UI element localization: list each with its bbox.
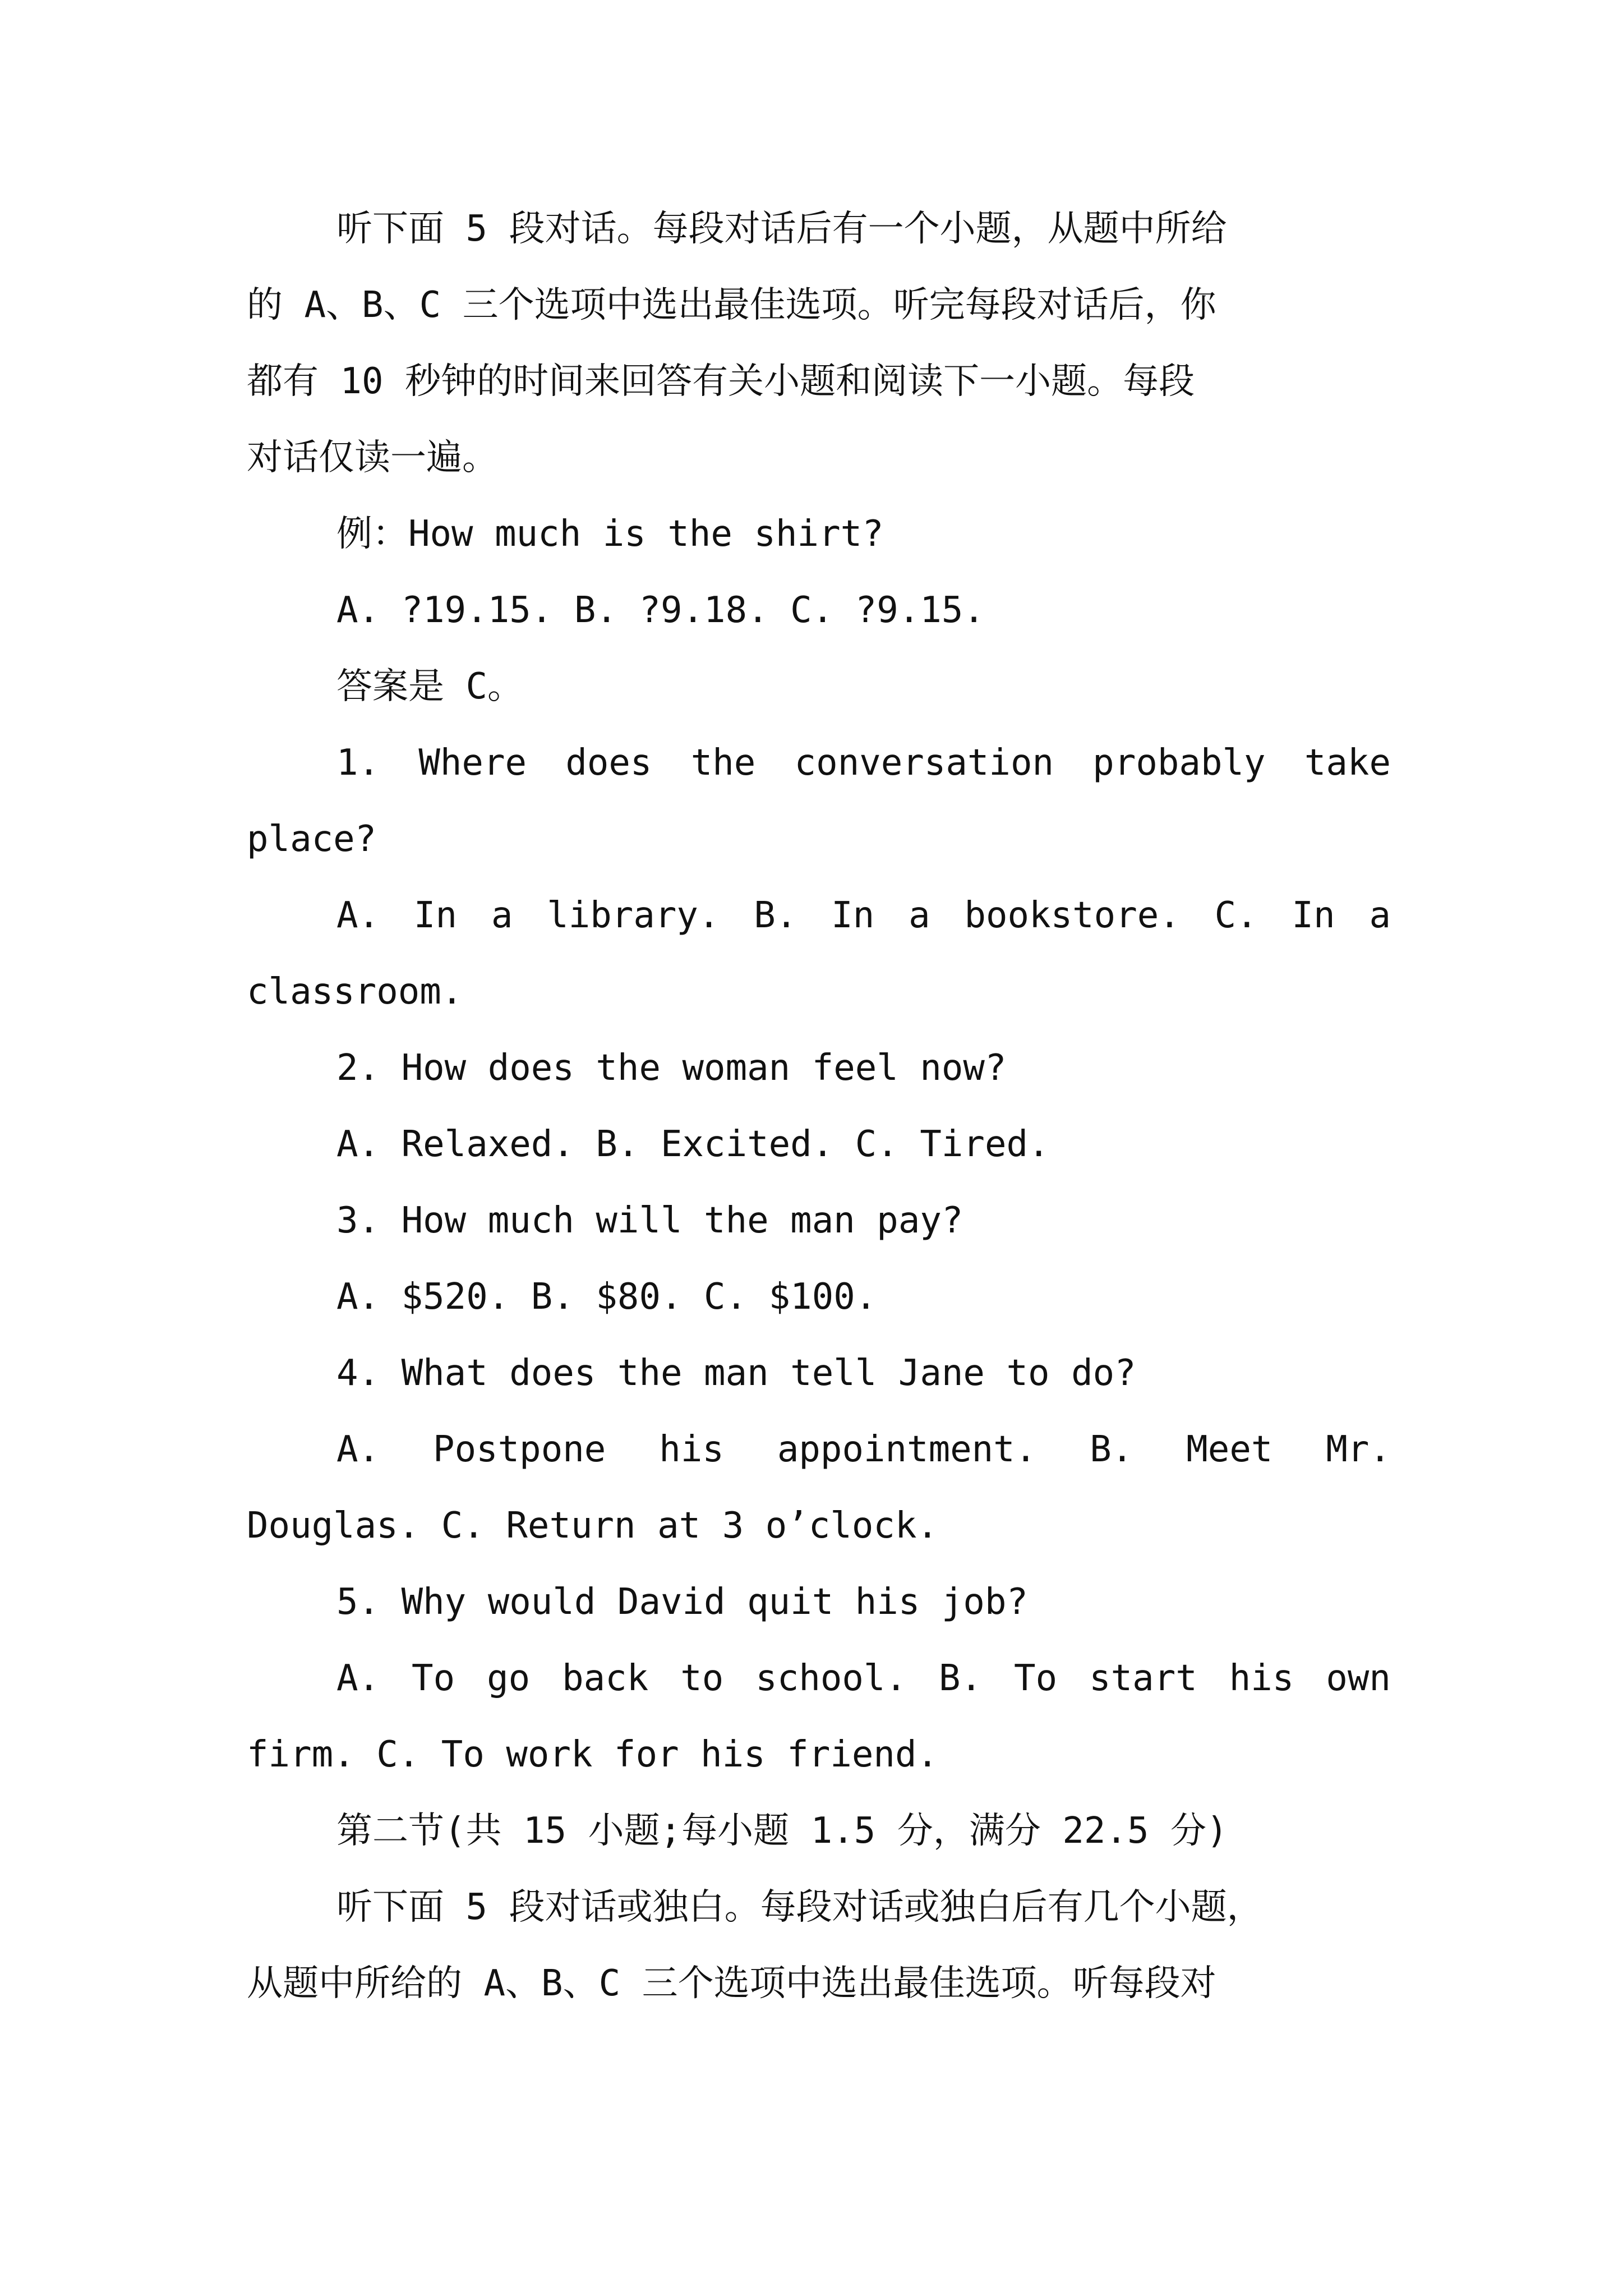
word: To xyxy=(1014,1658,1058,1699)
word: B. xyxy=(754,895,797,936)
question-3-stem: 3. How much will the man pay? xyxy=(336,1200,963,1241)
word: library. xyxy=(547,895,720,936)
section-2-line-2: 从题中所给的 A、B、C 三个选项中选出最佳选项。听每段对 xyxy=(247,1963,1216,2004)
question-5-options-cont: firm. C. To work for his friend. xyxy=(247,1734,938,1775)
word: 1. xyxy=(336,742,380,784)
instructions-line-3: 都有 10 秒钟的时间来回答有关小题和阅读下一小题。每段 xyxy=(247,361,1195,402)
word: his xyxy=(659,1429,724,1470)
question-3-options: A. $520. B. $80. C. $100. xyxy=(336,1276,877,1318)
question-5-stem: 5. Why would David quit his job? xyxy=(336,1581,1028,1623)
word: bookstore. xyxy=(964,895,1181,936)
question-5-options xyxy=(247,1640,1391,1717)
example-answer: 答案是 C。 xyxy=(336,666,524,707)
question-1-options xyxy=(247,877,1391,954)
word: In xyxy=(413,895,457,936)
instructions-line-4: 对话仅读一遍。 xyxy=(247,437,498,478)
instructions-line-1: 听下面 5 段对话。每段对话后有一个小题，从题中所给 xyxy=(336,208,1227,250)
question-4-stem: 4. What does the man tell Jane to do? xyxy=(336,1352,1136,1394)
instructions-line-2: 的 A、B、C 三个选项中选出最佳选项。听完每段对话后，你 xyxy=(247,284,1216,326)
word: Meet xyxy=(1186,1429,1273,1470)
word: A. xyxy=(336,895,380,936)
word: start xyxy=(1089,1658,1197,1699)
word: In xyxy=(1292,895,1335,936)
question-4-options-cont: Douglas. C. Return at 3 o’clock. xyxy=(247,1505,938,1547)
word: school. xyxy=(755,1658,907,1699)
word: To xyxy=(412,1658,455,1699)
example-options: A. ?19.15. B. ?9.18. C. ?9.15. xyxy=(336,590,985,631)
question-1-stem xyxy=(247,725,1391,801)
word: does xyxy=(565,742,652,784)
word: back xyxy=(562,1658,649,1699)
question-1-options-cont: classroom. xyxy=(247,971,463,1013)
question-1-stem-cont: place? xyxy=(247,818,377,860)
word: probably xyxy=(1092,742,1266,784)
word: to xyxy=(680,1658,724,1699)
word: the xyxy=(690,742,756,784)
word: a xyxy=(1369,895,1391,936)
word: a xyxy=(909,895,930,936)
word: his xyxy=(1229,1658,1294,1699)
word: appointment. xyxy=(777,1429,1037,1470)
section-2-line-1: 听下面 5 段对话或独白。每段对话或独白后有几个小题， xyxy=(336,1887,1263,1928)
question-4-options xyxy=(247,1411,1391,1488)
word: In xyxy=(831,895,875,936)
word: own xyxy=(1326,1658,1391,1699)
word: Where xyxy=(418,742,527,784)
question-2-options: A. Relaxed. B. Excited. C. Tired. xyxy=(336,1124,1050,1165)
word: Mr. xyxy=(1326,1429,1391,1470)
word: B. xyxy=(939,1658,983,1699)
word: Postpone xyxy=(433,1429,606,1470)
section-2-heading: 第二节(共 15 小题;每小题 1.5 分，满分 22.5 分) xyxy=(336,1810,1228,1852)
word: take xyxy=(1304,742,1391,784)
example-question: 例：How much is the shirt? xyxy=(336,513,884,555)
word: A. xyxy=(336,1658,380,1699)
word: A. xyxy=(336,1429,380,1470)
word: a xyxy=(491,895,513,936)
word: go xyxy=(487,1658,531,1699)
question-2-stem: 2. How does the woman feel now? xyxy=(336,1047,1007,1089)
word: conversation xyxy=(794,742,1054,784)
text-body xyxy=(247,191,1391,2022)
word: B. xyxy=(1090,1429,1133,1470)
word: C. xyxy=(1214,895,1258,936)
